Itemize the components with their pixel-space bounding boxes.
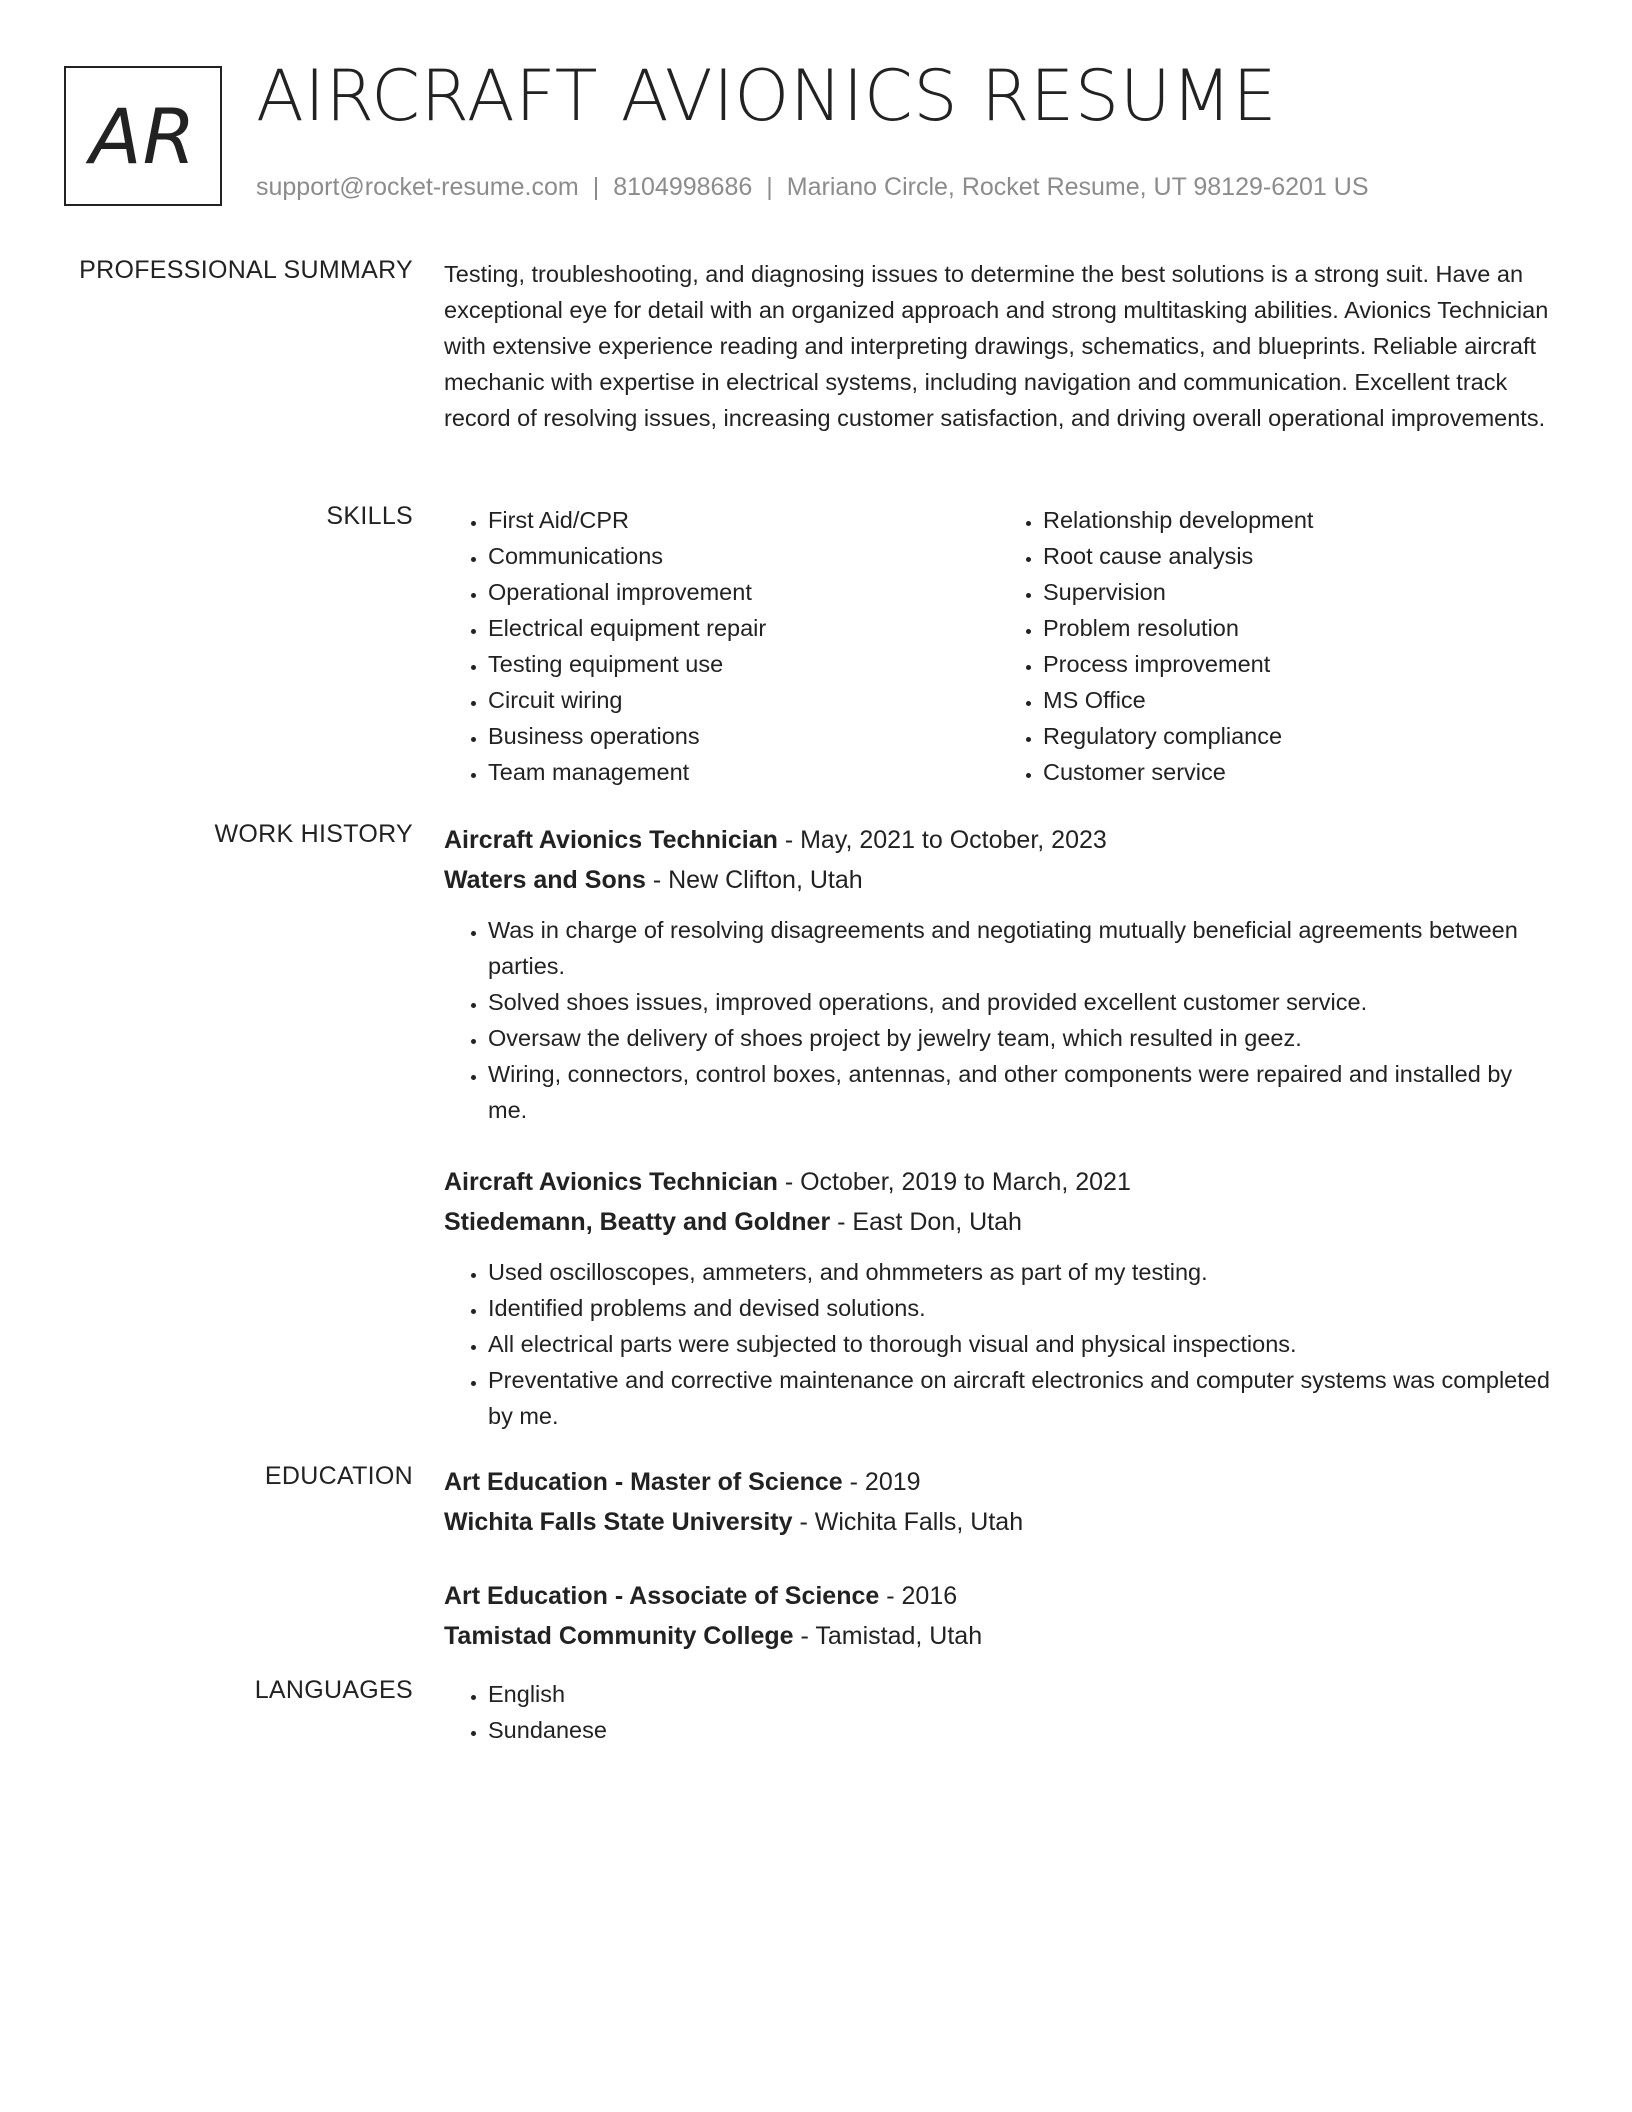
- education-entry: [444, 1462, 1554, 1542]
- skills-body: [444, 502, 1554, 790]
- job-entry: [444, 820, 1554, 1128]
- job-company: Stiedemann, Beatty and Goldner: [444, 1208, 831, 1236]
- skill-item: • MS Office: [1043, 682, 1554, 718]
- skill-item: • Team management: [488, 754, 999, 790]
- contact-separator: |: [766, 173, 773, 201]
- job-duties: [444, 912, 1554, 1128]
- job-duty: • Was in charge of resolving disagreements and negotiating mutually beneficial agreements between parties.: [488, 912, 1554, 984]
- skill-item: • Business operations: [488, 718, 999, 754]
- skill-item: • Relationship development: [1043, 502, 1554, 538]
- job-duty: • Used oscilloscopes, ammeters, and ohmmeters as part of my testing.: [488, 1254, 1554, 1290]
- skill-item: • Electrical equipment repair: [488, 610, 999, 646]
- job-company-line: [444, 1202, 1554, 1242]
- section-title-summary: PROFESSIONAL SUMMARY: [79, 256, 413, 284]
- education-degree-line: [444, 1576, 1554, 1616]
- job-duty: • Identified problems and devised solutions.: [488, 1290, 1554, 1326]
- skills-list-left: [444, 502, 999, 790]
- education-entry: [444, 1576, 1554, 1656]
- skills-list-right: [999, 502, 1554, 790]
- skills-grid: [444, 502, 1554, 790]
- monogram-logo: AR: [64, 66, 222, 206]
- contact-phone[interactable]: 8104998686: [613, 173, 753, 201]
- education-degree-line: [444, 1462, 1554, 1502]
- job-duties: [444, 1254, 1554, 1434]
- skill-item: • Circuit wiring: [488, 682, 999, 718]
- language-item: • Sundanese: [488, 1712, 1554, 1748]
- skill-item: • Communications: [488, 538, 999, 574]
- education-year: - 2019: [842, 1468, 921, 1496]
- education-degree: Art Education - Associate of Science: [444, 1582, 880, 1610]
- job-duty: • Wiring, connectors, control boxes, antennas, and other components were repaired and installed by me.: [488, 1056, 1554, 1128]
- section-title-languages: LANGUAGES: [254, 1676, 413, 1704]
- education-degree: Art Education - Master of Science: [444, 1468, 843, 1496]
- job-company: Waters and Sons: [444, 866, 646, 894]
- job-duty: • Oversaw the delivery of shoes project by jewelry team, which resulted in geez.: [488, 1020, 1554, 1056]
- summary-body: [444, 256, 1554, 436]
- section-title-work-history: WORK HISTORY: [214, 820, 413, 848]
- job-title-line: [444, 820, 1554, 860]
- job-duty: • Solved shoes issues, improved operations, and provided excellent customer service.: [488, 984, 1554, 1020]
- job-entry: [444, 1162, 1554, 1434]
- job-location: - New Clifton, Utah: [645, 866, 863, 894]
- education-location: - Wichita Falls, Utah: [792, 1508, 1024, 1536]
- education-body: [444, 1462, 1554, 1690]
- contact-email[interactable]: support@rocket-resume.com: [256, 173, 579, 201]
- education-year: - 2016: [879, 1582, 958, 1610]
- job-role: Aircraft Avionics Technician: [444, 1168, 778, 1196]
- job-dates: - October, 2019 to March, 2021: [777, 1168, 1131, 1196]
- contact-separator: |: [592, 173, 600, 201]
- languages-list: [444, 1676, 1554, 1748]
- education-school-line: [444, 1616, 1554, 1656]
- skill-item: • Testing equipment use: [488, 646, 999, 682]
- summary-text: Testing, troubleshooting, and diagnosing issues to determine the best solutions is a strong suit. Have an exceptional eye for detail with an organized approach and strong multitasking abilities. Avionics Technician with extensive experience reading and interpreting drawings, schematics, and blueprints. Reliable aircraft mechanic with expertise in electrical systems, including navigation and communication. Excellent track record of resolving issues, increasing customer satisfaction, and driving overall operational improvements.: [444, 261, 1549, 431]
- skill-item: • Problem resolution: [1043, 610, 1554, 646]
- job-dates: - May, 2021 to October, 2023: [777, 826, 1107, 854]
- skill-item: • Regulatory compliance: [1043, 718, 1554, 754]
- languages-body: [444, 1676, 1554, 1748]
- skill-item: • Operational improvement: [488, 574, 999, 610]
- work-history-body: [444, 820, 1554, 1468]
- education-school-line: [444, 1502, 1554, 1542]
- job-role: Aircraft Avionics Technician: [444, 826, 778, 854]
- job-duty: • Preventative and corrective maintenance on aircraft electronics and computer systems was completed by me.: [488, 1362, 1554, 1434]
- skill-item: • Supervision: [1043, 574, 1554, 610]
- contact-line: [256, 173, 1369, 202]
- skill-item: • Customer service: [1043, 754, 1554, 790]
- language-item: • English: [488, 1676, 1554, 1712]
- skill-item: • Root cause analysis: [1043, 538, 1554, 574]
- education-location: - Tamistad, Utah: [793, 1622, 983, 1650]
- section-title-skills: SKILLS: [326, 502, 413, 530]
- skill-item: • Process improvement: [1043, 646, 1554, 682]
- resume-title: AIRCRAFT AVIONICS RESUME: [256, 55, 1278, 137]
- job-duty: • All electrical parts were subjected to thorough visual and physical inspections.: [488, 1326, 1554, 1362]
- job-title-line: [444, 1162, 1554, 1202]
- section-title-education: EDUCATION: [264, 1462, 413, 1490]
- education-school: Tamistad Community College: [444, 1622, 794, 1650]
- contact-address: Mariano Circle, Rocket Resume, UT 98129-6201 US: [786, 173, 1369, 201]
- skill-item: • First Aid/CPR: [488, 502, 999, 538]
- job-location: - East Don, Utah: [830, 1208, 1022, 1236]
- job-company-line: [444, 860, 1554, 900]
- education-school: Wichita Falls State University: [444, 1508, 793, 1536]
